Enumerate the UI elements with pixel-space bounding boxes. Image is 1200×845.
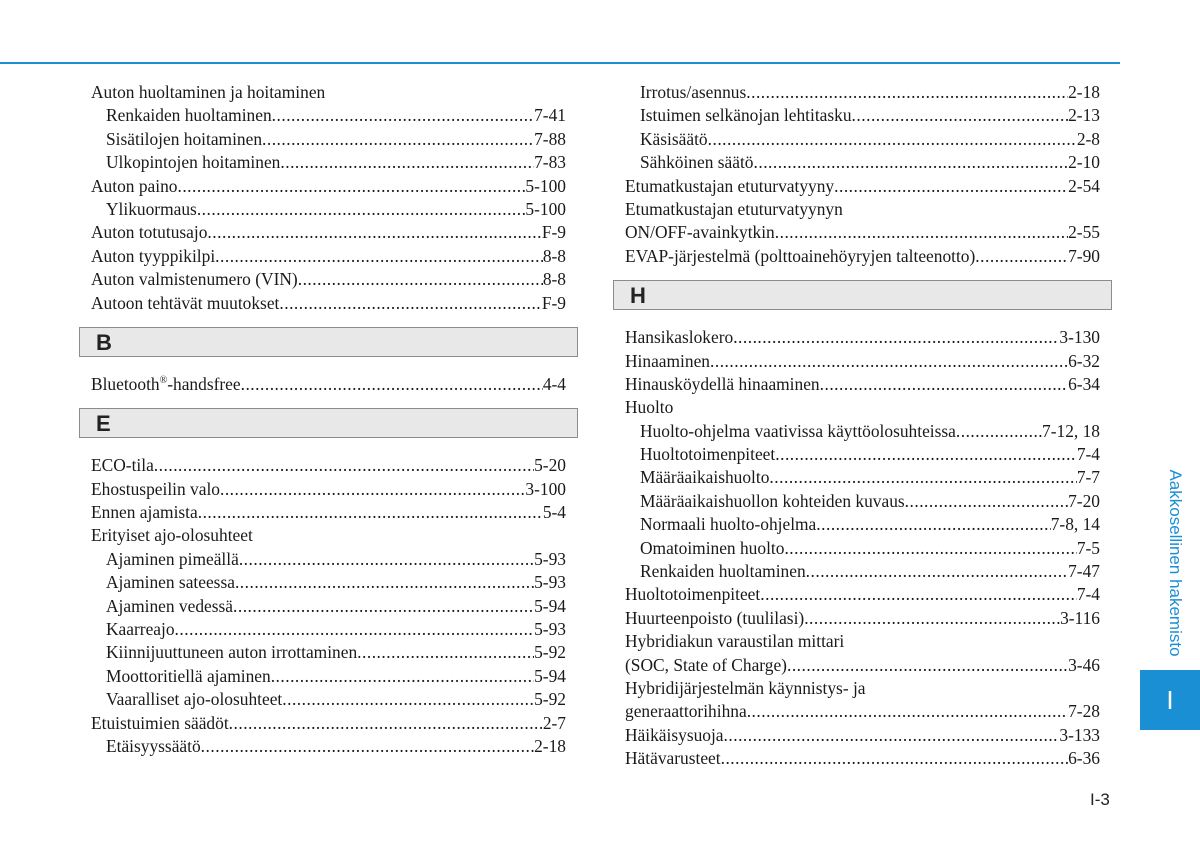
index-entry[interactable] — [91, 712, 566, 735]
page-reference: 2-8 — [1076, 128, 1100, 149]
dot-leader — [271, 665, 534, 688]
index-entry[interactable] — [91, 688, 566, 711]
section-header-h: H — [613, 280, 1112, 310]
index-entry-text: Renkaiden huoltaminen — [106, 105, 272, 126]
index-entry[interactable] — [91, 478, 566, 501]
index-entry[interactable] — [91, 128, 566, 151]
index-entry[interactable] — [625, 537, 1100, 560]
page-reference: 8-8 — [542, 269, 566, 290]
page-reference: 2-10 — [1068, 152, 1100, 173]
index-entry-text: Etumatkustajan etuturvatyyny — [625, 175, 835, 196]
index-entry[interactable] — [91, 595, 566, 618]
page-reference: 5-93 — [534, 619, 566, 640]
page-reference: F-9 — [541, 222, 566, 243]
page-reference: 7-5 — [1076, 537, 1100, 558]
page-reference: 2-18 — [534, 735, 566, 756]
dot-leader — [975, 245, 1068, 268]
page-reference: 4-4 — [542, 373, 566, 394]
index-entry-text: Kiinnijuuttuneen auton irrottaminen — [106, 642, 358, 663]
index-entry[interactable] — [625, 151, 1100, 174]
dot-leader — [708, 128, 1077, 151]
page-reference: 7-41 — [534, 105, 566, 126]
index-entry[interactable] — [625, 677, 1100, 724]
section-header-e: E — [79, 408, 578, 438]
index-entry-text: Kaarreajo — [106, 619, 175, 640]
index-entry[interactable] — [91, 501, 566, 524]
index-entry-text: EVAP-järjestelmä (polttoainehöyryjen talteenotto) — [625, 245, 976, 266]
index-entry[interactable] — [91, 571, 566, 594]
index-entry[interactable] — [625, 326, 1100, 349]
page-reference: 3-46 — [1068, 654, 1100, 675]
index-entry-text: Määräaikaishuolto — [640, 467, 770, 488]
dot-leader — [747, 700, 1068, 723]
index-entry-text: Hinausköydellä hinaaminen — [625, 373, 820, 394]
dot-leader — [905, 490, 1068, 513]
dot-leader — [804, 607, 1060, 630]
page-reference: 2-13 — [1068, 105, 1100, 126]
index-entry[interactable] — [625, 560, 1100, 583]
page-reference: 7-88 — [534, 128, 566, 149]
page-reference: 3-116 — [1060, 607, 1100, 628]
page-reference: 6-34 — [1068, 373, 1100, 394]
index-entry[interactable] — [625, 373, 1100, 396]
index-entry[interactable] — [91, 524, 566, 547]
index-entry[interactable] — [91, 735, 566, 758]
dot-leader — [197, 198, 526, 221]
page-reference: 5-93 — [534, 548, 566, 569]
dot-leader — [239, 548, 534, 571]
index-entry[interactable] — [625, 198, 1100, 245]
index-entry[interactable] — [625, 513, 1100, 536]
dot-leader — [746, 81, 1068, 104]
dot-leader — [282, 688, 534, 711]
page-reference: 5-92 — [534, 642, 566, 663]
page-number: I-3 — [1090, 790, 1110, 809]
index-entry[interactable] — [91, 454, 566, 477]
index-entry-text: Etäisyyssäätö — [106, 735, 201, 756]
index-entry[interactable] — [625, 747, 1100, 770]
index-entry-text: Ajaminen vedessä — [106, 595, 234, 616]
page-reference: 7-7 — [1076, 467, 1100, 488]
index-entry-text: Huoltotoimenpiteet — [625, 584, 761, 605]
page-reference: 6-32 — [1068, 350, 1100, 371]
index-entry-text: Määräaikaishuollon kohteiden kuvaus — [640, 490, 905, 511]
index-entry[interactable] — [91, 548, 566, 571]
dot-leader — [175, 618, 535, 641]
page-reference: 2-7 — [542, 712, 566, 733]
page-reference: 5-100 — [525, 198, 566, 219]
dot-leader — [220, 478, 525, 501]
index-entry-text: Häikäisysuoja — [625, 724, 724, 745]
index-entry[interactable] — [625, 420, 1100, 443]
dot-leader — [784, 537, 1076, 560]
index-entry-text: Moottoritiellä ajaminen — [106, 665, 271, 686]
page-reference: 6-36 — [1068, 748, 1100, 769]
page-reference: 7-20 — [1068, 490, 1100, 511]
dot-leader — [272, 104, 534, 127]
dot-leader — [279, 292, 541, 315]
dot-leader — [298, 268, 543, 291]
chapter-tab[interactable]: I — [1140, 670, 1200, 730]
dot-leader — [787, 654, 1068, 677]
index-entry-text: Huolto-ohjelma vaativissa käyttöolosuhteissa — [640, 420, 956, 441]
index-entry[interactable] — [625, 607, 1100, 630]
dot-leader — [852, 104, 1069, 127]
index-entry[interactable] — [625, 724, 1100, 747]
dot-leader — [754, 151, 1069, 174]
dot-leader — [262, 128, 534, 151]
page-reference: F-9 — [541, 292, 566, 313]
page-reference: 7-8, 14 — [1050, 514, 1100, 535]
index-entry-text-line1: Hybridiakun varaustilan mittari — [625, 631, 845, 652]
dot-leader — [198, 501, 543, 524]
index-entry-text: Huurteenpoisto (tuulilasi) — [625, 607, 805, 628]
index-entry[interactable] — [91, 81, 566, 104]
index-entry-text: Istuimen selkänojan lehtitasku — [640, 105, 852, 126]
index-entry[interactable] — [625, 630, 1100, 677]
dot-leader — [806, 560, 1068, 583]
dot-leader — [201, 735, 534, 758]
page-reference: 5-92 — [534, 689, 566, 710]
index-entry[interactable] — [625, 443, 1100, 466]
page-reference: 8-8 — [542, 245, 566, 266]
index-entry[interactable] — [91, 373, 566, 396]
index-entry-text-line1: Hybridijärjestelmän käynnistys- ja — [625, 678, 866, 699]
page-reference: 3-130 — [1059, 327, 1100, 348]
page-reference: 5-93 — [534, 572, 566, 593]
index-entry[interactable] — [91, 245, 566, 268]
index-entry-text: Ajaminen pimeällä — [106, 548, 239, 569]
index-entry-text: Irrotus/asennus — [640, 82, 747, 102]
top-rule — [0, 62, 1120, 64]
index-entry[interactable] — [91, 268, 566, 291]
index-entry[interactable] — [625, 104, 1100, 127]
index-entry-text: Vaaralliset ajo-olosuhteet — [106, 689, 283, 710]
index-entry[interactable] — [91, 292, 566, 315]
index-entry[interactable] — [625, 245, 1100, 268]
dot-leader — [724, 724, 1060, 747]
index-entry-text-line1: Etumatkustajan etuturvatyynyn — [625, 198, 843, 219]
page-reference: 7-90 — [1068, 245, 1100, 266]
index-entry-text: Auton tyyppikilpi — [91, 245, 216, 266]
index-entry[interactable] — [91, 618, 566, 641]
dot-leader — [816, 513, 1050, 536]
index-entry[interactable] — [91, 104, 566, 127]
index-entry[interactable] — [625, 466, 1100, 489]
page-reference: 7-4 — [1076, 444, 1100, 465]
page-reference: 5-94 — [534, 595, 566, 616]
dot-leader — [710, 350, 1068, 373]
index-entry-text: generaattorihihna — [625, 701, 747, 722]
page-reference: 5-20 — [534, 455, 566, 476]
index-entry[interactable] — [625, 396, 1100, 419]
side-title: Aakkosellinen hakemisto — [1166, 468, 1185, 657]
index-entry[interactable] — [91, 665, 566, 688]
index-entry[interactable] — [625, 81, 1100, 104]
page-reference: 7-28 — [1068, 701, 1100, 722]
index-entry[interactable] — [91, 221, 566, 244]
dot-leader — [775, 221, 1068, 244]
index-entry-text: ON/OFF-avainkytkin — [625, 222, 775, 243]
index-entry-text: Hätävarusteet — [625, 748, 721, 769]
dot-leader — [207, 221, 541, 244]
index-entry-text: Auton valmistenumero (VIN) — [91, 269, 298, 290]
index-entry-text: Ajaminen sateessa — [106, 572, 235, 593]
index-column-right — [625, 81, 1100, 771]
page-reference: 5-100 — [525, 175, 566, 196]
page-reference: 3-133 — [1059, 724, 1100, 745]
page-reference: 7-4 — [1076, 584, 1100, 605]
page-reference: 3-100 — [525, 478, 566, 499]
dot-leader — [233, 595, 534, 618]
index-entry[interactable] — [91, 641, 566, 664]
index-entry[interactable] — [91, 175, 566, 198]
index-entry-text: Ehostuspeilin valo — [91, 478, 220, 499]
index-entry-text: Hansikaslokero — [625, 327, 734, 348]
dot-leader — [154, 454, 534, 477]
index-entry-text: Ulkopintojen hoitaminen — [106, 152, 281, 173]
index-entry-text: Bluetooth®-handsfree — [91, 373, 241, 394]
dot-leader — [956, 420, 1042, 443]
dot-leader — [760, 583, 1077, 606]
dot-leader — [775, 443, 1077, 466]
index-entry-text: Etuistuimien säädöt — [91, 712, 229, 733]
index-entry-text: (SOC, State of Charge) — [625, 654, 787, 675]
index-entry[interactable] — [625, 350, 1100, 373]
dot-leader — [280, 151, 534, 174]
dot-leader — [235, 571, 534, 594]
page-reference: 7-47 — [1068, 561, 1100, 582]
page-reference: 2-54 — [1068, 175, 1100, 196]
index-entry-text: Erityiset ajo-olosuhteet — [91, 525, 253, 546]
dot-leader — [177, 175, 525, 198]
dot-leader — [820, 373, 1068, 396]
page-reference: 7-12, 18 — [1042, 420, 1100, 441]
index-entry-text: Sähköinen säätö — [640, 152, 754, 173]
index-entry[interactable] — [91, 151, 566, 174]
page-reference: 5-94 — [534, 665, 566, 686]
dot-leader — [733, 326, 1059, 349]
index-entry-text: Renkaiden huoltaminen — [640, 561, 806, 582]
section-header-b: B — [79, 327, 578, 357]
index-entry-text: Ylikuormaus — [106, 198, 197, 219]
index-entry[interactable] — [625, 175, 1100, 198]
page-reference: 2-18 — [1068, 82, 1100, 102]
dot-leader — [721, 747, 1069, 770]
index-entry[interactable] — [625, 490, 1100, 513]
index-entry-text: ECO-tila — [91, 455, 154, 476]
index-entry[interactable] — [625, 128, 1100, 151]
index-entry-text: Auton paino — [91, 175, 178, 196]
index-entry-text: Ennen ajamista — [91, 502, 198, 523]
index-entry-text: Auton huoltaminen ja hoitaminen — [91, 82, 326, 102]
index-entry-text: Huolto — [625, 397, 674, 418]
dot-leader — [357, 641, 534, 664]
index-entry-text: Autoon tehtävät muutokset — [91, 292, 280, 313]
index-entry-text: Käsisäätö — [640, 128, 708, 149]
page-reference: 2-55 — [1068, 222, 1100, 243]
registered-mark: ® — [159, 375, 168, 387]
page-reference: 5-4 — [542, 502, 566, 523]
dot-leader — [229, 712, 543, 735]
index-entry-text: Omatoiminen huolto — [640, 537, 785, 558]
page-reference: 7-83 — [534, 152, 566, 173]
index-entry-text: Sisätilojen hoitaminen — [106, 128, 263, 149]
index-entry-text: Hinaaminen — [625, 350, 710, 371]
index-entry-text: Auton totutusajo — [91, 222, 208, 243]
dot-leader — [769, 466, 1076, 489]
dot-leader — [241, 373, 543, 396]
dot-leader — [215, 245, 543, 268]
index-entry[interactable] — [91, 198, 566, 221]
index-entry-text: Normaali huolto-ohjelma — [640, 514, 817, 535]
dot-leader — [834, 175, 1068, 198]
index-entry[interactable] — [625, 583, 1100, 606]
index-entry-text: Huoltotoimenpiteet — [640, 444, 776, 465]
index-column-left — [91, 81, 566, 758]
